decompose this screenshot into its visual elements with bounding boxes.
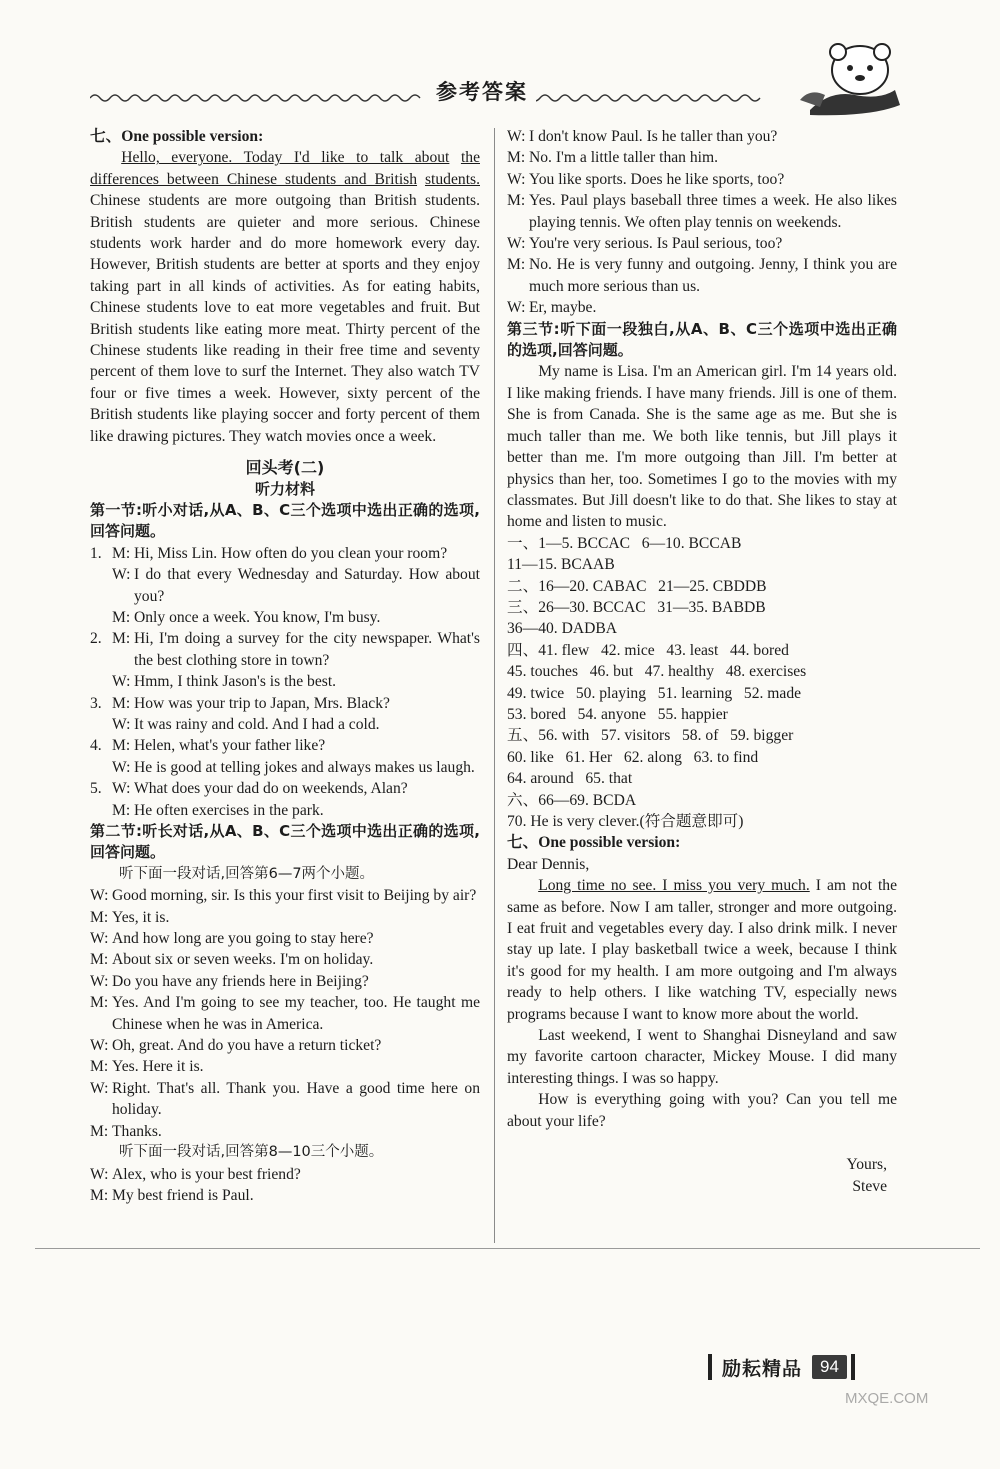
utterance-text: You like sports. Does he like sports, too? (529, 170, 785, 188)
essay1-heading: 七、One possible version: (90, 128, 264, 145)
utterance-text: Hi, Miss Lin. How often do you clean your room? (134, 544, 448, 562)
utterance-text: It was rainy and cold. And I had a cold. (134, 715, 380, 733)
dialogue-line (90, 628, 480, 671)
answer-line: 45. touches 46. but 47. healthy 48. exercises (507, 663, 807, 681)
essay1-body (90, 147, 480, 447)
utterance-text: Yes. Here it is. (112, 1058, 204, 1076)
essay2-signature: Steve (852, 1177, 887, 1195)
dialogue-line (90, 543, 480, 564)
essay2-underlined: Long time no see. I miss you very much. (538, 877, 810, 895)
dialogue-line (90, 671, 480, 692)
answer-line: 11—15. BCAAB (507, 556, 615, 574)
essay2-para2: Last weekend, I went to Shanghai Disneyland and saw my favorite cartoon character, Mickey Mouse. I did many interesting things. I was so happy. (507, 1027, 897, 1087)
utterance-text: Yes. And I'm going to see my teacher, too. He taught me Chinese when he was in America. (112, 994, 480, 1033)
speaker-label: M: (112, 630, 131, 648)
utterance-text: And how long are you going to stay here? (112, 930, 374, 948)
conv2-intro: 听下面一段对话,回答第8—10三个小题。 (119, 1144, 384, 1161)
utterance-text: Only once a week. You know, I'm busy. (134, 608, 381, 626)
speaker-label: W: (112, 673, 131, 691)
question-number (90, 564, 112, 607)
speaker-label: W: (507, 170, 526, 188)
speaker-label: M: (112, 737, 131, 755)
conversation-line (90, 1164, 480, 1185)
conversation-line (507, 233, 897, 254)
utterance-text: No. He is very funny and outgoing. Jenny, I think you are much more serious than us. (529, 256, 897, 295)
conversation-line (507, 254, 897, 297)
utterance-text: I do that every Wednesday and Saturday. How about you? (134, 566, 480, 605)
utterance-text: About six or seven weeks. I'm on holiday. (112, 951, 374, 969)
utterance-text: Oh, great. And do you have a return ticket? (112, 1037, 382, 1055)
question-number: 5. (90, 780, 102, 798)
conversation-line (507, 147, 897, 168)
answer-line: 四、41. flew 42. mice 43. least 44. bored (507, 641, 789, 659)
conversation-line (90, 1035, 480, 1056)
answer-line: 70. He is very clever.(符合题意即可) (507, 813, 744, 830)
speaker-label: M: (507, 149, 526, 167)
answer-line: 36—40. DADBA (507, 620, 618, 638)
dialogue-line (90, 778, 480, 799)
utterance-text: Alex, who is your best friend? (112, 1165, 301, 1183)
utterance-text: Yes, it is. (112, 908, 170, 926)
question-number (90, 714, 112, 735)
speaker-label: W: (90, 930, 109, 948)
right-column (507, 126, 897, 1197)
column-divider (494, 128, 495, 1243)
conversation-line (90, 907, 480, 928)
question-number: 3. (90, 694, 102, 712)
essay1-rest: Chinese students are more outgoing than British students. British students are quieter and more serious. Chinese students work harder and do more homework every day. However, British students are better at sports and they enjoy taking part in all kinds of activities. As for eating habits, Chinese students love to eat more vegetables and fruit. But British students like eating more meat. Thirty percent of the Chinese students like reading in their free time and seventy percent of them love to surf the Internet. They also watch TV four or five times a week. However, sixty percent of the British students like playing soccer and forty percent of them like drawing pictures. They watch movies once a week. (90, 192, 480, 445)
speaker-label: M: (90, 951, 109, 969)
review-title: 回头考(二) (245, 458, 325, 478)
header-title: 参考答案 (428, 76, 536, 106)
speaker-label: W: (112, 780, 131, 798)
section2-heading: 第二节:听长对话,从A、B、C三个选项中选出正确的选项,回答问题。 (90, 822, 480, 862)
conversation-line (507, 126, 897, 147)
footer-bar-right (851, 1354, 855, 1380)
speaker-label: W: (90, 1037, 109, 1055)
speaker-label: W: (507, 128, 526, 145)
dialogue-line (90, 735, 480, 756)
long-conversation-1 (90, 885, 480, 1142)
utterance-text: He often exercises in the park. (134, 801, 324, 819)
conversation-line (90, 1121, 480, 1142)
conv1-intro: 听下面一段对话,回答第6—7两个小题。 (119, 865, 375, 882)
utterance-text: Right. That's all. Thank you. Have a good time here on holiday. (112, 1079, 480, 1119)
answer-line: 49. twice 50. playing 51. learning 52. made (507, 684, 802, 702)
speaker-label: W: (90, 1079, 109, 1097)
utterance-text: Helen, what's your father like? (134, 737, 326, 755)
utterance-text: Good morning, sir. Is this your first visit to Beijing by air? (112, 887, 477, 905)
essay1-underlined-b: the differences between Chinese students and British (90, 149, 480, 188)
question-number: 2. (90, 630, 102, 648)
conversation-line (90, 992, 480, 1035)
listening-title: 听力材料 (254, 479, 315, 498)
answer-line: 六、66—69. BCDA (507, 791, 637, 809)
short-dialogues (90, 543, 480, 821)
section3-heading: 第三节:听下面一段独白,从A、B、C三个选项中选出正确的选项,回答问题。 (507, 319, 897, 360)
question-number: 1. (90, 544, 102, 562)
speaker-label: W: (507, 299, 526, 317)
bear-mascot-icon (790, 40, 905, 120)
speaker-label: M: (507, 192, 526, 210)
utterance-text: What does your dad do on weekends, Alan? (134, 780, 408, 798)
essay1-underlined-a: Hello, everyone. Today I'd like to talk about (121, 149, 450, 167)
essay2-para3: How is everything going with you? Can you tell me about your life? (507, 1091, 897, 1130)
section1-heading: 第一节:听小对话,从A、B、C三个选项中选出正确的选项,回答问题。 (90, 500, 480, 541)
answer-key (507, 533, 897, 833)
answer-line: 一、1—5. BCCAC 6—10. BCCAB (507, 534, 742, 552)
conversation-line (90, 928, 480, 949)
conversation-line (507, 297, 897, 318)
question-number (90, 757, 112, 778)
dialogue-line (90, 693, 480, 714)
utterance-text: Yes. Paul plays baseball three times a week. He also likes playing tennis. We often play tennis on weekends. (529, 192, 897, 231)
bottom-rule (35, 1248, 980, 1249)
question-number (90, 607, 112, 628)
essay2-para1-rest: I am not the same as before. Now I am taller, stronger and more outgoing. I eat fruit and vegetables every day. I also drink milk. I never stay up late. I play basketball twice a week, because I think it's good for my health. I am more outgoing and I'm always ready to help others. I like watching TV, especially news programs because I want to know more about the world. (507, 877, 897, 1023)
answer-line: 53. bored 54. anyone 55. happier (507, 705, 728, 723)
dialogue-line (90, 714, 480, 735)
speaker-label: W: (112, 715, 131, 733)
dialogue-line (90, 564, 480, 607)
speaker-label: M: (112, 544, 131, 562)
page-header (0, 0, 1000, 125)
answer-line: 三、26—30. BCCAC 31—35. BABDB (507, 598, 766, 616)
utterance-text: No. I'm a little taller than him. (529, 149, 719, 167)
conversation-line (90, 1078, 480, 1121)
speaker-label: W: (112, 758, 131, 776)
conversation-line (507, 190, 897, 233)
conversation-line (90, 1185, 480, 1206)
dialogue-line (90, 607, 480, 628)
left-column (90, 126, 480, 1206)
answer-line: 60. like 61. Her 62. along 63. to find (507, 748, 759, 766)
speaker-label: M: (90, 1058, 109, 1076)
long-conversation-2-continued (507, 126, 897, 319)
answer-line: 二、16—20. CABAC 21—25. CBDDB (507, 577, 767, 595)
footer-brand: 励耘精品 (722, 1357, 803, 1380)
speaker-label: M: (90, 908, 109, 926)
essay2-heading: 七、One possible version: (507, 834, 681, 852)
long-conversation-2-start (90, 1164, 480, 1207)
speaker-label: M: (90, 1122, 109, 1140)
utterance-text: You're very serious. Is Paul serious, too? (529, 235, 783, 253)
speaker-label: W: (507, 235, 526, 253)
monologue: My name is Lisa. I'm an American girl. I'm 14 years old. I like making friends. I have many friends. Jill is one of them. She is from Canada. She is the same age as me. But she is much taller than me. We both like tennis, but Jill plays it better than me. I'm more outgoing than Jill. I'm better at physics than her, too. Sometimes I go to the movies with my classmates. But Jill doesn't like to do that. She likes to stay at home and listen to music. (507, 363, 897, 531)
essay1-underlined-c: students. (424, 170, 480, 188)
footer (708, 1352, 855, 1382)
utterance-text: Do you have any friends here in Beijing? (112, 972, 369, 990)
speaker-label: M: (507, 256, 526, 274)
conversation-line (90, 949, 480, 970)
speaker-label: M: (90, 994, 109, 1012)
speaker-label: W: (90, 887, 109, 905)
speaker-label: W: (90, 1165, 109, 1183)
essay2-para1 (507, 875, 897, 1025)
utterance-text: Hmm, I think Jason's is the best. (134, 673, 337, 691)
question-number: 4. (90, 737, 102, 755)
utterance-text: Er, maybe. (529, 299, 597, 317)
speaker-label: M: (112, 801, 131, 819)
utterance-text: My best friend is Paul. (112, 1186, 254, 1204)
dialogue-line (90, 800, 480, 821)
page-number: 94 (812, 1355, 847, 1379)
footer-bar-left (708, 1354, 712, 1380)
site-watermark: MXQE.COM (845, 1390, 929, 1407)
essay2-closing: Yours, (846, 1156, 887, 1174)
speaker-label: W: (112, 566, 131, 584)
speaker-label: M: (112, 694, 131, 712)
speaker-label: M: (90, 1186, 109, 1204)
question-number (90, 671, 112, 692)
utterance-text: He is good at telling jokes and always makes us laugh. (134, 758, 475, 776)
essay2-greeting: Dear Dennis, (507, 855, 590, 873)
conversation-line (90, 885, 480, 906)
speaker-label: M: (112, 608, 131, 626)
conversation-line (90, 1056, 480, 1077)
speaker-label: W: (90, 972, 109, 990)
utterance-text: Hi, I'm doing a survey for the city newspaper. What's the best clothing store in town? (134, 630, 480, 669)
answer-line: 64. around 65. that (507, 770, 633, 788)
conversation-line (90, 971, 480, 992)
utterance-text: How was your trip to Japan, Mrs. Black? (134, 694, 390, 712)
question-number (90, 800, 112, 821)
answer-line: 五、56. with 57. visitors 58. of 59. bigger (507, 727, 794, 745)
utterance-text: Thanks. (112, 1122, 162, 1140)
dialogue-line (90, 757, 480, 778)
conversation-line (507, 169, 897, 190)
utterance-text: I don't know Paul. Is he taller than you? (529, 128, 778, 145)
